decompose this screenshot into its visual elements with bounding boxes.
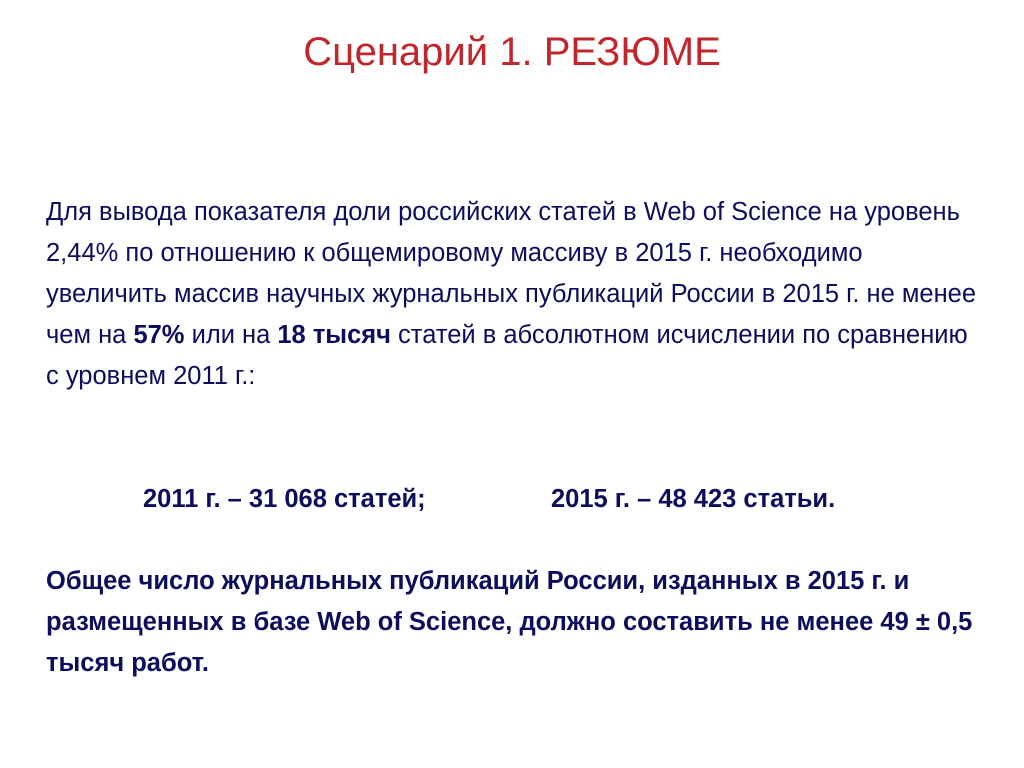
paragraph-part-1: Для вывода показателя доли российских статей в Web of Science на уровень 2,44% по отношению к общемировому массиву в 2015 г. необходимо увеличить массив научных журнальных публикаций России в 2015 г. не менее чем на <box>46 198 977 349</box>
main-paragraph <box>46 192 981 397</box>
conclusion: Общее число журнальных публикаций России, изданных в 2015 г. и размещенных в базе Web of Science, должно составить не менее 49 ± 0,5 тысяч работ. <box>46 567 973 677</box>
stat-2015: 2015 г. – 48 423 статьи. <box>551 485 836 513</box>
absolute-increase: 18 тысяч <box>277 321 391 349</box>
stat-2011: 2011 г. – 31 068 статей; <box>143 485 426 513</box>
paragraph-part-2: или на <box>184 321 278 349</box>
slide-title: Сценарий 1. РЕЗЮМЕ <box>303 30 721 74</box>
main-paragraph-text <box>46 192 981 397</box>
paragraph-part-3: статей в абсолютном исчислении по сравнению с уровнем 2011 г.: <box>46 321 968 390</box>
percent-increase: 57% <box>133 321 185 349</box>
